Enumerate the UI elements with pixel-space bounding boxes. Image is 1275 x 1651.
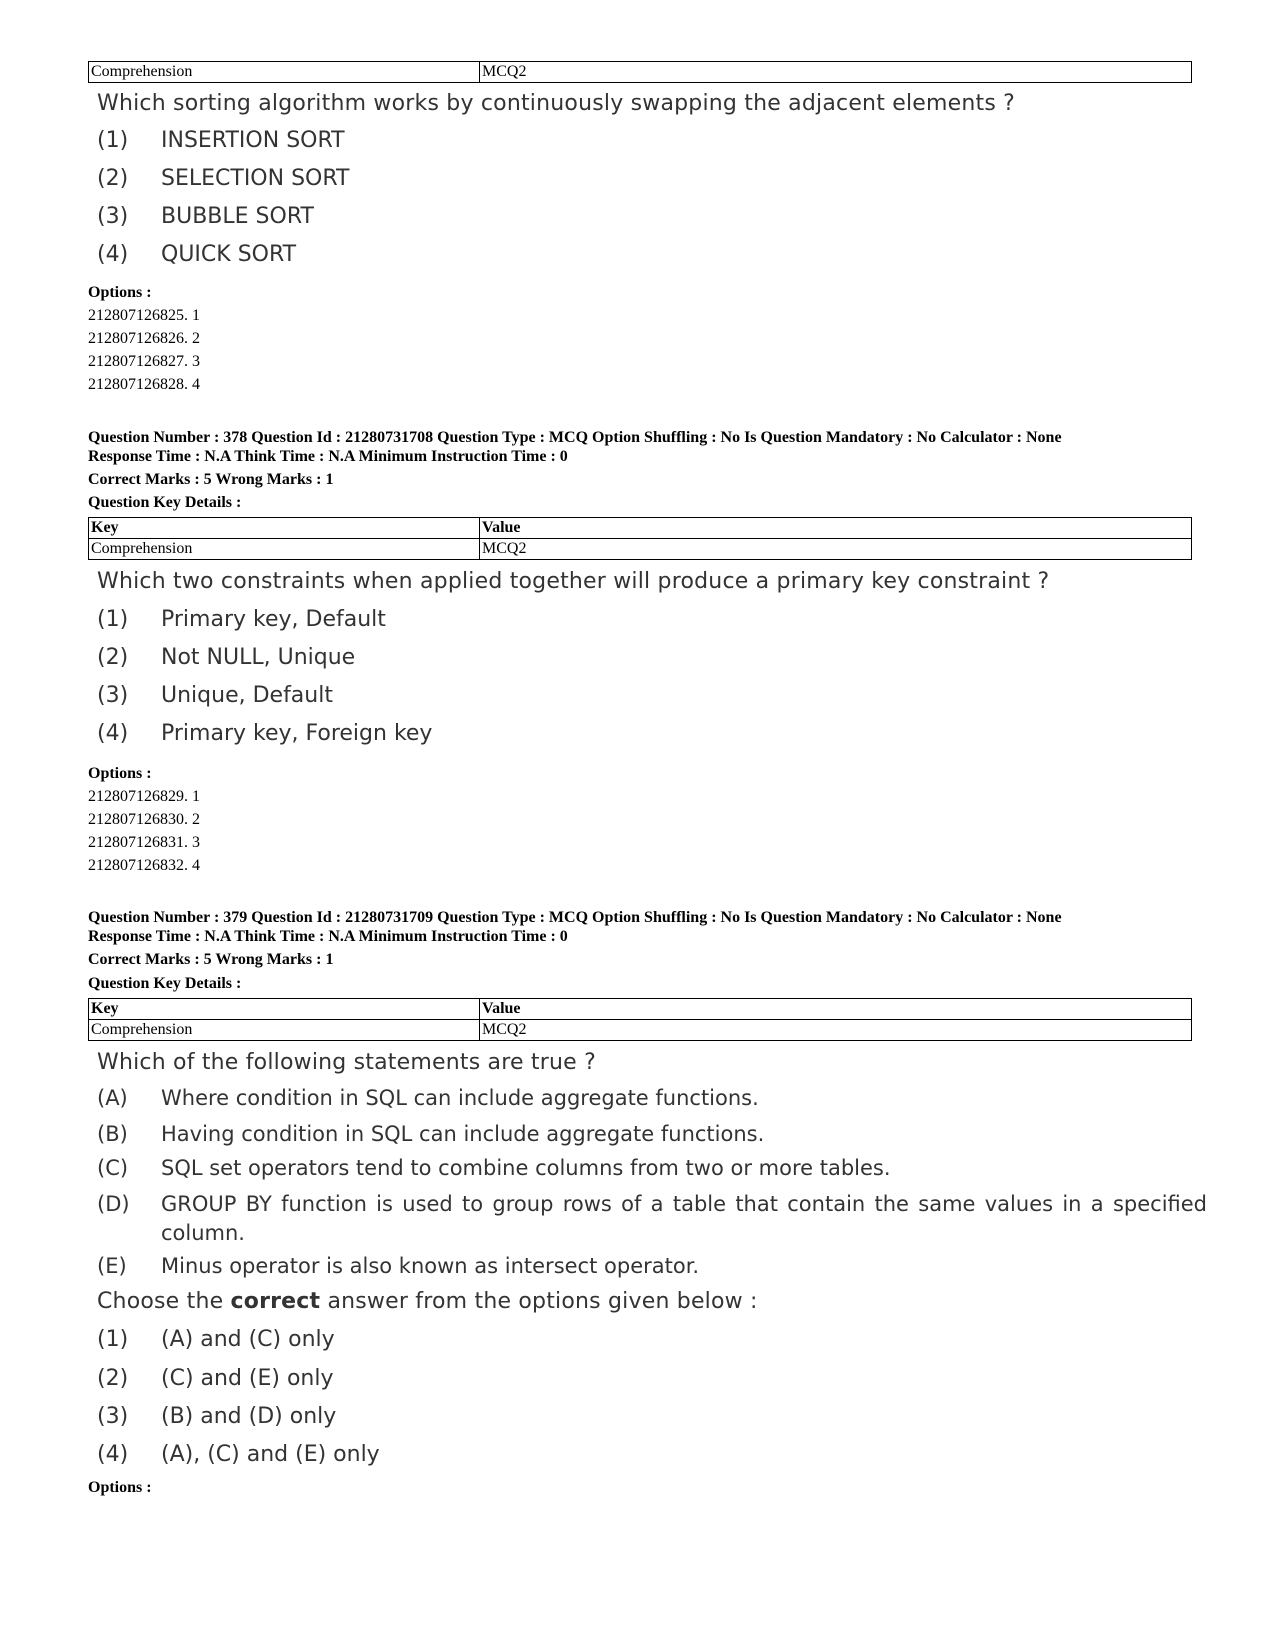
statement-D: [97, 1190, 1207, 1248]
value-cell: MCQ2: [480, 62, 1192, 83]
table-row: [89, 62, 1192, 83]
choice-377-1: [97, 126, 345, 156]
choice-378-1: [97, 605, 386, 635]
choice-text: QUICK SORT: [161, 242, 297, 267]
choose-suffix: answer from the options given below :: [320, 1289, 758, 1314]
options-label-379: Options :: [88, 1479, 152, 1496]
value-header: Value: [480, 999, 1192, 1020]
choice-number: (4): [97, 242, 129, 267]
value-cell: MCQ2: [480, 1020, 1192, 1041]
choice-number: (1): [97, 1327, 129, 1352]
question-marks-379: Correct Marks : 5 Wrong Marks : 1: [88, 951, 334, 968]
key-cell: Comprehension: [89, 62, 480, 83]
choice-number: (3): [97, 204, 129, 229]
option-id-377-1: 212807126825. 1: [88, 307, 200, 324]
choice-number: (2): [97, 645, 129, 670]
choice-text: BUBBLE SORT: [161, 204, 314, 229]
option-id-378-3: 212807126831. 3: [88, 834, 200, 851]
choose-prefix: Choose the: [97, 1289, 231, 1314]
choice-379-3: [97, 1402, 336, 1432]
choice-377-3: [97, 202, 314, 232]
choice-number: (3): [97, 683, 129, 708]
choice-text: INSERTION SORT: [161, 128, 345, 153]
choice-378-4: [97, 719, 432, 749]
option-id-378-4: 212807126832. 4: [88, 857, 200, 874]
key-details-label-379: Question Key Details :: [88, 975, 242, 992]
key-cell: Comprehension: [89, 1020, 480, 1041]
choice-number: (4): [97, 1442, 129, 1467]
statement-text: Minus operator is also known as intersect operator.: [161, 1254, 700, 1278]
statement-letter: (B): [97, 1122, 128, 1146]
question-timing-378: Response Time : N.A Think Time : N.A Minimum Instruction Time : 0: [88, 448, 568, 465]
table-row: [89, 539, 1192, 560]
statement-letter: (C): [97, 1156, 129, 1180]
options-label-377: Options :: [88, 284, 152, 301]
choice-377-4: [97, 240, 296, 270]
table-header-row: [89, 999, 1192, 1020]
choice-378-3: [97, 681, 333, 711]
choice-text: Primary key, Foreign key: [161, 721, 433, 746]
choice-text: Primary key, Default: [161, 607, 386, 632]
question-timing-379: Response Time : N.A Think Time : N.A Minimum Instruction Time : 0: [88, 928, 568, 945]
option-id-378-2: 212807126830. 2: [88, 811, 200, 828]
statement-E: [97, 1252, 1207, 1281]
value-cell: MCQ2: [480, 539, 1192, 560]
choice-number: (2): [97, 1366, 129, 1391]
question-key-table-377: [88, 61, 1192, 83]
value-header: Value: [480, 518, 1192, 539]
choice-number: (3): [97, 1404, 129, 1429]
choice-text: (A), (C) and (E) only: [161, 1442, 380, 1467]
statement-text: Having condition in SQL can include aggregate functions.: [161, 1122, 765, 1146]
statement-B: [97, 1120, 1207, 1149]
statement-text: Where condition in SQL can include aggregate functions.: [161, 1086, 759, 1110]
statement-A: [97, 1084, 1207, 1113]
question-marks-378: Correct Marks : 5 Wrong Marks : 1: [88, 471, 334, 488]
statement-letter: (D): [97, 1192, 130, 1216]
key-header: Key: [89, 518, 480, 539]
choice-number: (1): [97, 128, 129, 153]
statement-C: [97, 1154, 1207, 1183]
choice-text: Not NULL, Unique: [161, 645, 356, 670]
choice-379-4: [97, 1440, 380, 1470]
choice-text: Unique, Default: [161, 683, 333, 708]
option-id-377-2: 212807126826. 2: [88, 330, 200, 347]
choice-379-2: [97, 1364, 334, 1394]
statement-letter: (E): [97, 1254, 127, 1278]
table-header-row: [89, 518, 1192, 539]
statement-letter: (A): [97, 1086, 128, 1110]
choose-instruction: [97, 1289, 758, 1314]
key-cell: Comprehension: [89, 539, 480, 560]
option-id-377-3: 212807126827. 3: [88, 353, 200, 370]
choice-379-1: [97, 1325, 335, 1355]
table-row: [89, 1020, 1192, 1041]
question-text-378: Which two constraints when applied together will produce a primary key constraint ?: [97, 569, 1050, 594]
choice-378-2: [97, 643, 355, 673]
question-key-table-378: [88, 517, 1192, 560]
choice-text: (A) and (C) only: [161, 1327, 335, 1352]
choice-text: (C) and (E) only: [161, 1366, 334, 1391]
question-key-table-379: [88, 998, 1192, 1041]
question-meta-379: Question Number : 379 Question Id : 21280731709 Question Type : MCQ Option Shuffling : No Is Question Mandatory : No Calculator : None: [88, 909, 1062, 926]
key-header: Key: [89, 999, 480, 1020]
choice-number: (4): [97, 721, 129, 746]
question-text-379: Which of the following statements are true ?: [97, 1050, 596, 1075]
statement-text: GROUP BY function is used to group rows of a table that contain the same values in a specified column.: [161, 1192, 1207, 1245]
choice-377-2: [97, 164, 349, 194]
choice-text: (B) and (D) only: [161, 1404, 337, 1429]
key-details-label-378: Question Key Details :: [88, 494, 242, 511]
choice-number: (2): [97, 166, 129, 191]
option-id-378-1: 212807126829. 1: [88, 788, 200, 805]
question-meta-378: Question Number : 378 Question Id : 21280731708 Question Type : MCQ Option Shuffling : No Is Question Mandatory : No Calculator : None: [88, 429, 1062, 446]
statement-text: SQL set operators tend to combine columns from two or more tables.: [161, 1156, 891, 1180]
choice-text: SELECTION SORT: [161, 166, 350, 191]
choose-bold: correct: [230, 1289, 321, 1314]
choice-number: (1): [97, 607, 129, 632]
option-id-377-4: 212807126828. 4: [88, 376, 200, 393]
question-text-377: Which sorting algorithm works by continuously swapping the adjacent elements ?: [97, 91, 1016, 116]
options-label-378: Options :: [88, 765, 152, 782]
